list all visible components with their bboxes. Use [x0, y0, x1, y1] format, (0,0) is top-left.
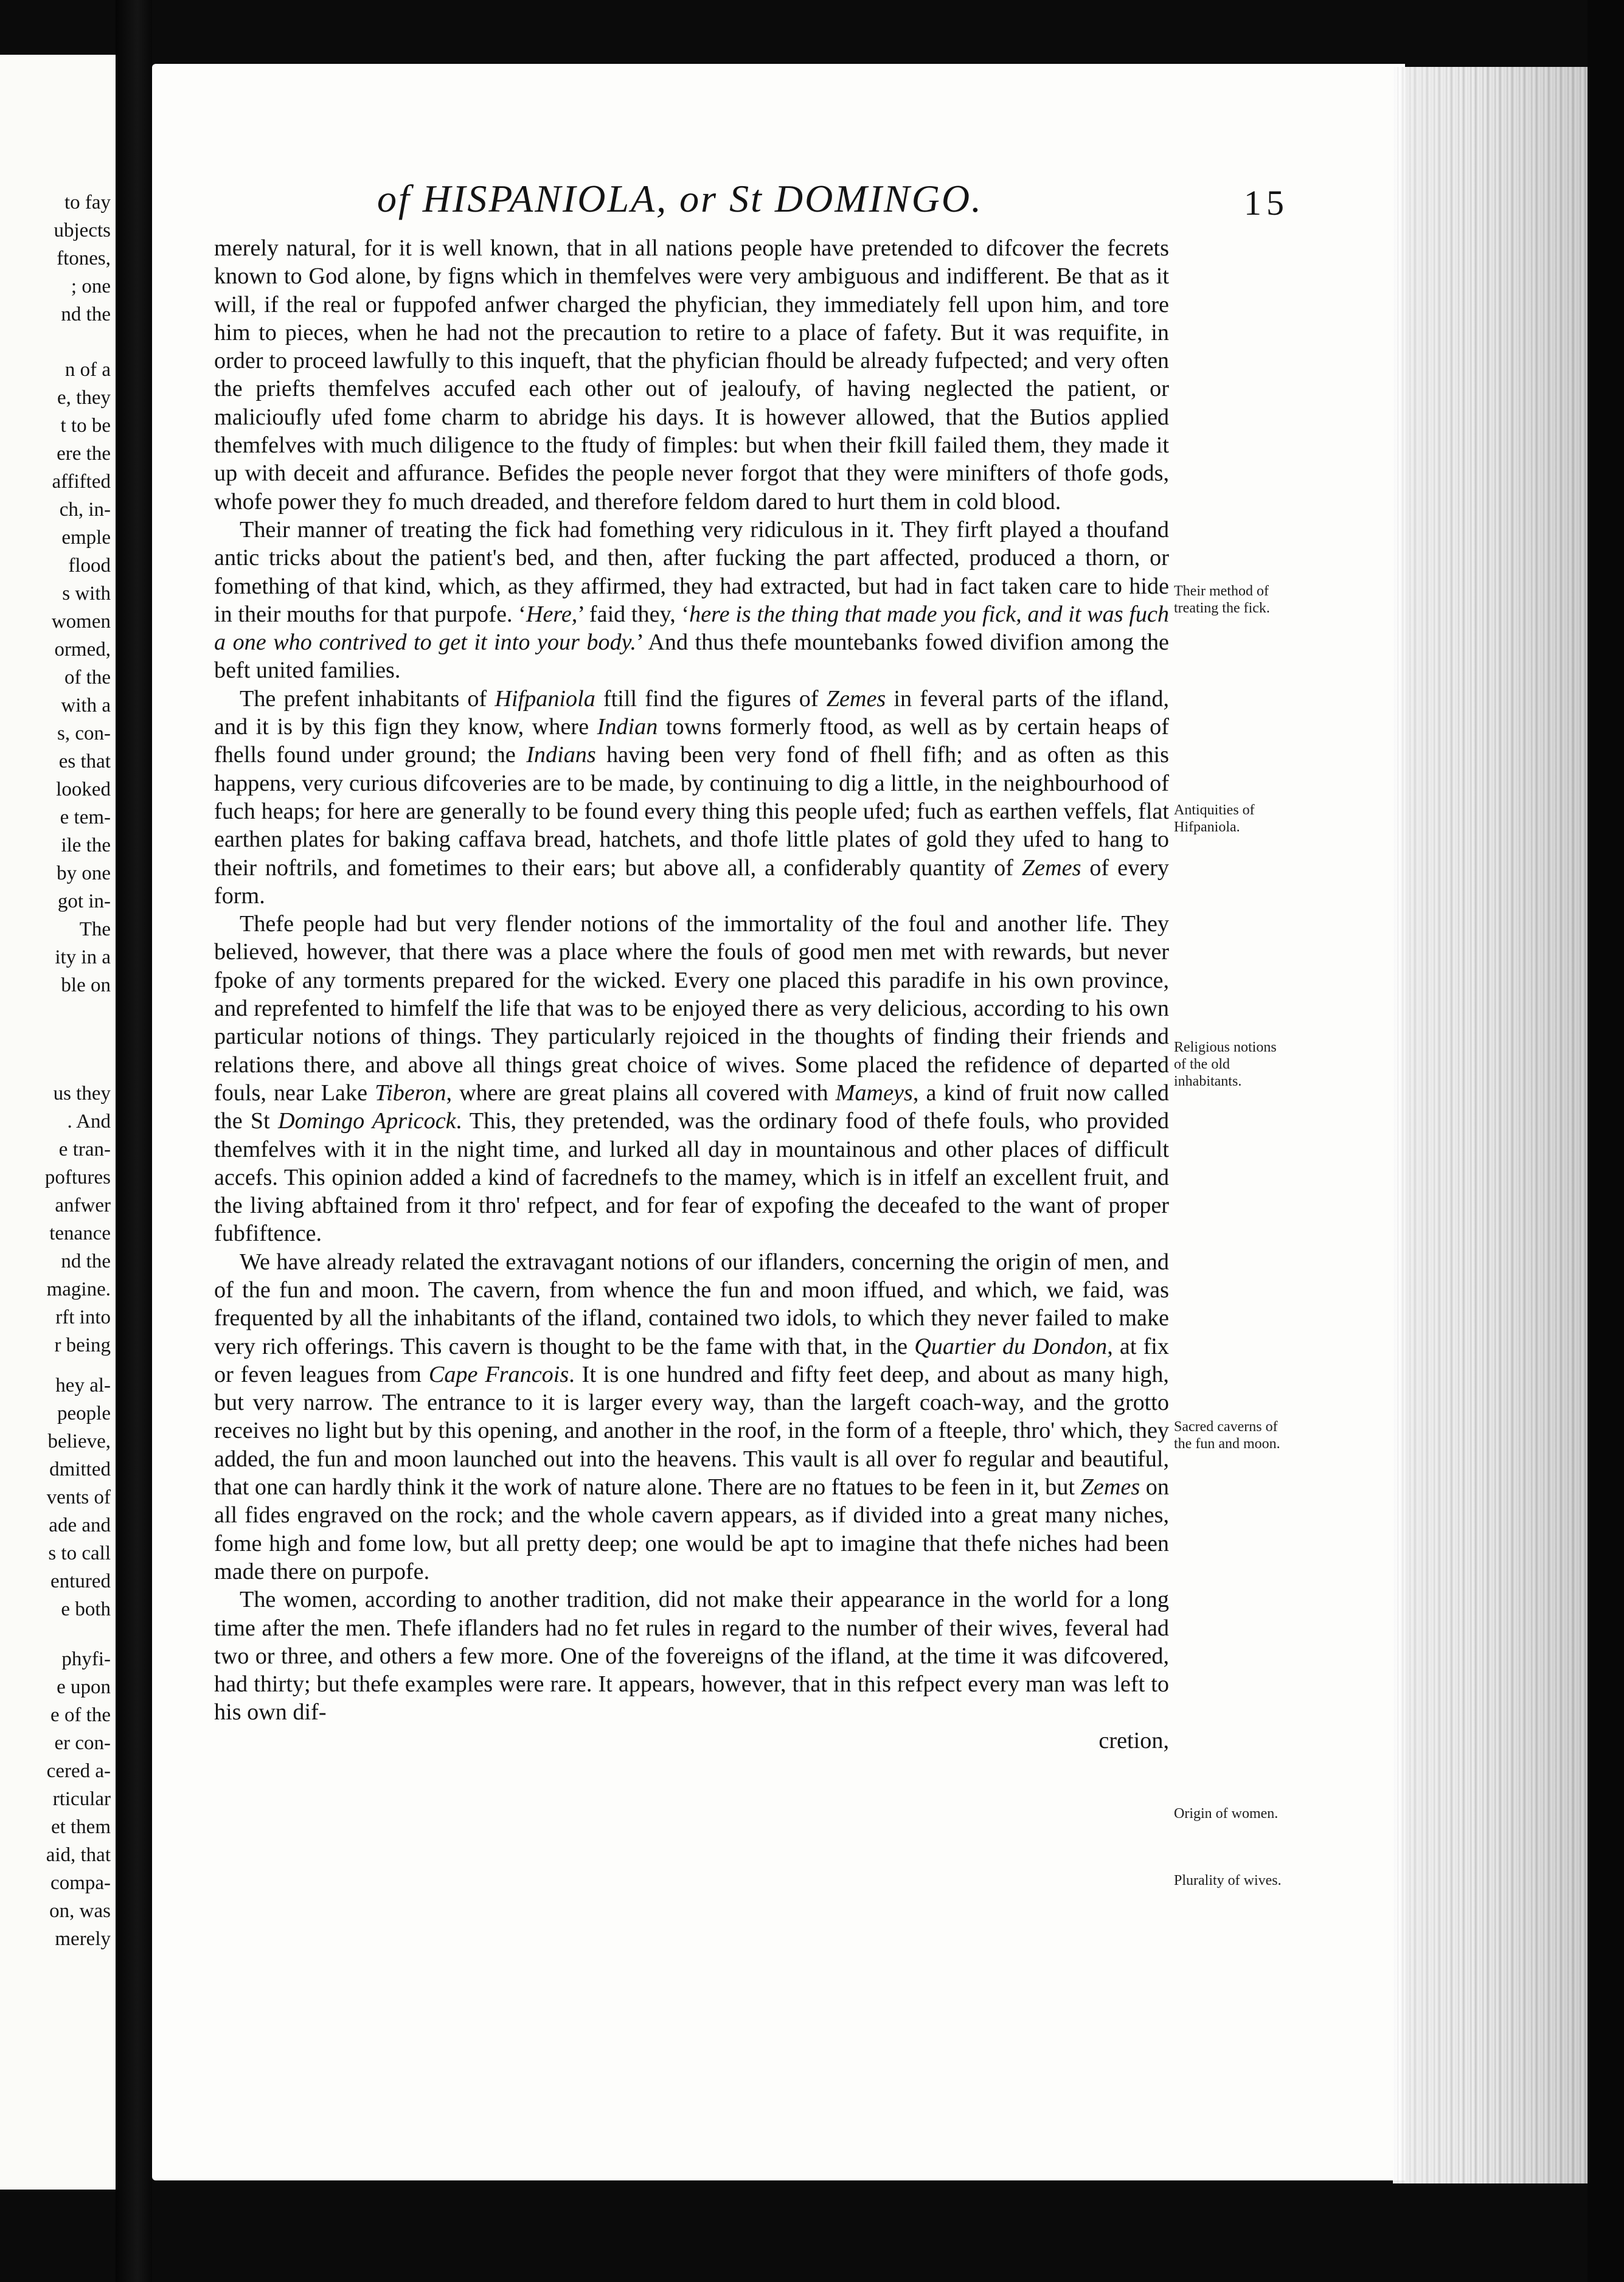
prev-page-line: e tran-	[58, 1139, 111, 1160]
margin-note: Antiquities of Hifpaniola.	[1174, 802, 1255, 835]
margin-note: Origin of women.	[1174, 1806, 1279, 1822]
prev-page-line: on, was	[49, 1900, 111, 1922]
prev-page-line: e both	[61, 1598, 111, 1620]
prev-page-line: n of a	[64, 359, 111, 381]
scan-border	[1588, 0, 1624, 2282]
prev-page-line: flood	[68, 555, 111, 577]
prev-page-line: es that	[58, 751, 111, 772]
prev-page-line: e of the	[50, 1704, 111, 1726]
prev-page-line: phyfi-	[61, 1648, 111, 1670]
prev-page-line: ere the	[57, 443, 111, 465]
page-number: 15	[1244, 183, 1289, 223]
prev-page-line: anfwer	[55, 1195, 111, 1216]
prev-page-line: nd the	[61, 303, 111, 325]
catchword: cretion,	[1098, 1727, 1169, 1753]
prev-page-line: affifted	[52, 471, 111, 493]
paragraph: The women, according to another tradition, did not make their appearance in the world for a long time after the men. Thefe iflanders had no fet rules in regard to the number of their wives, feveral had two or three, and others a few more. One of the fovereigns of the ifland, at the time it was difcovered, had thirty; but thefe examples were rare. It appears, however, that in this refpect every man was left to his own dif-	[214, 1587, 1169, 1725]
prev-page-line: e tem-	[60, 806, 111, 828]
prev-page-line: tenance	[49, 1222, 111, 1244]
prev-page-line: rft into	[55, 1306, 111, 1328]
prev-page-line: with a	[61, 695, 111, 716]
paragraph: We have already related the extravagant notions of our iflanders, concerning the origin of men, and of the fun and moon. The cavern, from whence the fun and moon iffued, and which, we faid, was frequented by all the inhabitants of the ifland, contained two idols, to which they never failed to make very rich offerings. This cavern is thought to be the fame with that, in the Quartier du Dondon, at fix or feven leagues from Cape Francois. It is one hundred and fifty feet deep, and about as many high, but very narrow. The entrance to it is larger every way, than the largeft coach-way, and the grotto receives no light but by this opening, and another in the roof, in the form of a fteeple, thro' which, they added, the fun and moon launched out into the heavens. This vault is all over fo regular and beautiful, that one can hardly think it the work of nature alone. There are no ftatues to be feen in it, but Zemes on all fides engraved on the rock; and the whole cavern appears, as if divided into a great many niches, fome high and fome low, but all pretty deep; one would be apt to imagine that thefe niches had been made there on purpofe.	[214, 1249, 1169, 1584]
prev-page-line: ade and	[49, 1514, 111, 1536]
prev-page-line: of the	[64, 667, 111, 688]
running-head: of HISPANIOLA, or St DOMINGO.	[377, 177, 984, 220]
prev-page-line: cered a-	[46, 1760, 111, 1782]
prev-page-line: ; one	[71, 276, 111, 297]
prev-page-line: s with	[62, 583, 111, 605]
prev-page-line: ch, in-	[59, 499, 111, 521]
prev-page-line: dmitted	[49, 1458, 111, 1480]
prev-page-line: er con-	[54, 1732, 111, 1754]
margin-note: Sacred caverns of the fun and moon.	[1174, 1419, 1280, 1452]
prev-page-line: ormed,	[54, 639, 111, 661]
prev-page-line: got in-	[57, 890, 111, 912]
book-gutter	[116, 0, 152, 2282]
prev-page-line: e, they	[57, 387, 111, 409]
prev-page-line: r being	[54, 1334, 111, 1356]
prev-page-line: ile the	[61, 834, 111, 856]
paragraph: Their manner of treating the fick had fomething very ridiculous in it. They firft played a thoufand antic tricks about the patient's bed, and then, after fucking the part affected, produced a thorn, or fomething of that kind, which, as they affirmed, they had extracted, but had in fact taken care to hide in their mouths for that purpofe. ‘Here,’ faid they, ‘here is the thing that made you fick, and it was fuch a one who contrived to get it into your body.’ And thus thefe mountebanks fowed divifion among the beft united families.	[214, 516, 1170, 684]
prev-page-line: merely	[55, 1928, 111, 1950]
prev-page-line: aid, that	[46, 1844, 111, 1866]
paragraph: The prefent inhabitants of Hifpaniola ftill find the figures of Zemes in feveral parts of the ifland, and it is by this fign they know, where Indian towns formerly ftood, as well as by certain heaps of fhells found under ground; the Indians having been very fond of fhell fifh; and as often as this happens, very curious difcoveries are to be made, by continuing to dig a little, in the neighbourhood of fuch heaps; for here are generally to be found every thing this people ufed; fuch as earthen veffels, flat earthen plates for baking caffava bread, hatchets, and thofe little plates of gold they ufed to hang to their noftrils, and fometimes to their ears; but above all, a confiderably quantity of Zemes of every form.	[214, 685, 1169, 909]
prev-page-line: ity in a	[55, 946, 111, 968]
prev-page-line: to fay	[64, 192, 111, 213]
prev-page-line: believe,	[47, 1431, 111, 1452]
prev-page-line: ftones,	[57, 248, 111, 269]
prev-page-line: entured	[50, 1570, 111, 1592]
body-text	[214, 234, 1169, 1755]
page-fore-edge	[1393, 67, 1588, 2183]
prev-page-line: s to call	[48, 1542, 111, 1564]
prev-page-line: s, con-	[57, 723, 111, 744]
prev-page-line: compa-	[50, 1872, 111, 1894]
prev-page-line: hey al-	[55, 1375, 111, 1396]
prev-page-line: poftures	[44, 1167, 111, 1188]
previous-page-fragment	[0, 55, 116, 2190]
prev-page-line: rticular	[52, 1788, 111, 1810]
prev-page-line: The	[79, 918, 111, 940]
prev-page-line: vents of	[46, 1486, 111, 1508]
prev-page-line: us they	[53, 1083, 111, 1105]
prev-page-line: magine.	[46, 1278, 111, 1300]
paragraph: merely natural, for it is well known, that in all nations people have pretended to difcover the fecrets known to God alone, by figns which in themfelves were very ambiguous and indifferent. Be that as it will, if the real or fuppofed anfwer charged the phyfician, they immediately fell upon him, and tore him to pieces, when he had not the precaution to retire to a place of fafety. But it was requifite, in order to proceed lawfully to this inqueft, that the phyfician fhould be already fufpected; and very often the priefts themfelves accufed each other out of jealoufy, of having neglected the patient, or malicioufly ufed fome charm to abridge his days. It is however allowed, that the Butios applied themfelves with much diligence to the ftudy of fimples: but when their fkill failed them, they made it up with deceit and affurance. Befides the people never forgot that they were minifters of thofe gods, whofe power they fo much dreaded, and therefore feldom dared to hurt them in cold blood.	[214, 235, 1169, 515]
margin-note: Their method of treating the fick.	[1174, 583, 1270, 616]
margin-note: Plurality of wives.	[1174, 1873, 1282, 1888]
prev-page-line: e upon	[57, 1676, 111, 1698]
paragraph: Thefe people had but very flender notions of the immortality of the foul and another life. They believed, however, that there was a place where the fouls of good men met with rewards, but never fpoke of any torments prepared for the wicked. Every one placed this paradife in his own province, and reprefented to himfelf the life that was to be enjoyed there as very delicious, according to his own particular notions of things. They particularly rejoiced in the thoughts of finding their friends and relations there, and above all things great choice of wives. Some placed the refidence of departed fouls, near Lake Tiberon, where are great plains all covered with Mameys, a kind of fruit now called the St Domingo Apricock. This, they pretended, was the ordinary food of thefe fouls, who provided themfelves with it in the night time, and lurked all day in mountainous and other places of difficult accefs. This opinion added a kind of facrednefs to the mamey, which is in itfelf an excellent fruit, and the living abftained from it thro' refpect, and for fear of expofing the deceafed to the want of proper fubfiftence.	[214, 911, 1169, 1247]
prev-page-line: nd the	[61, 1250, 111, 1272]
prev-page-line: et them	[50, 1816, 111, 1838]
prev-page-line: t to be	[60, 415, 111, 437]
prev-page-line: people	[57, 1403, 111, 1424]
prev-page-line: by one	[57, 862, 111, 884]
prev-page-line: looked	[56, 779, 111, 800]
margin-note: Religious notions of the old inhabitants.	[1174, 1039, 1277, 1089]
prev-page-line: women	[51, 611, 111, 633]
prev-page-line: ubjects	[54, 220, 111, 241]
prev-page-line: emple	[61, 527, 111, 549]
prev-page-line: . And	[67, 1111, 111, 1132]
prev-page-line: ble on	[61, 974, 111, 996]
